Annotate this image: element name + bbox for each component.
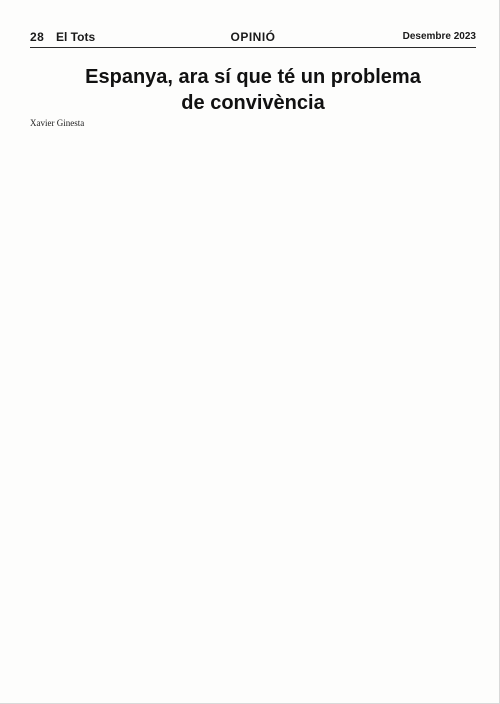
section-label: OPINIÓ	[230, 30, 276, 44]
issue-date: Desembre 2023	[402, 31, 476, 42]
text-column-1	[30, 117, 136, 687]
byline: Xavier Ginesta	[30, 118, 85, 128]
article-headline	[40, 64, 466, 116]
headline-line-1: Espanya, ara sí que té un problema	[85, 66, 421, 88]
header-rule	[30, 47, 476, 48]
text-column-4	[367, 117, 476, 687]
magazine-name: El Tots	[56, 30, 96, 44]
text-column-2	[141, 117, 248, 687]
headline-line-2: de convivència	[181, 92, 325, 114]
article-body	[30, 117, 476, 687]
text-column-3	[254, 117, 361, 687]
running-head	[30, 30, 476, 46]
page-number: 28	[30, 30, 45, 44]
